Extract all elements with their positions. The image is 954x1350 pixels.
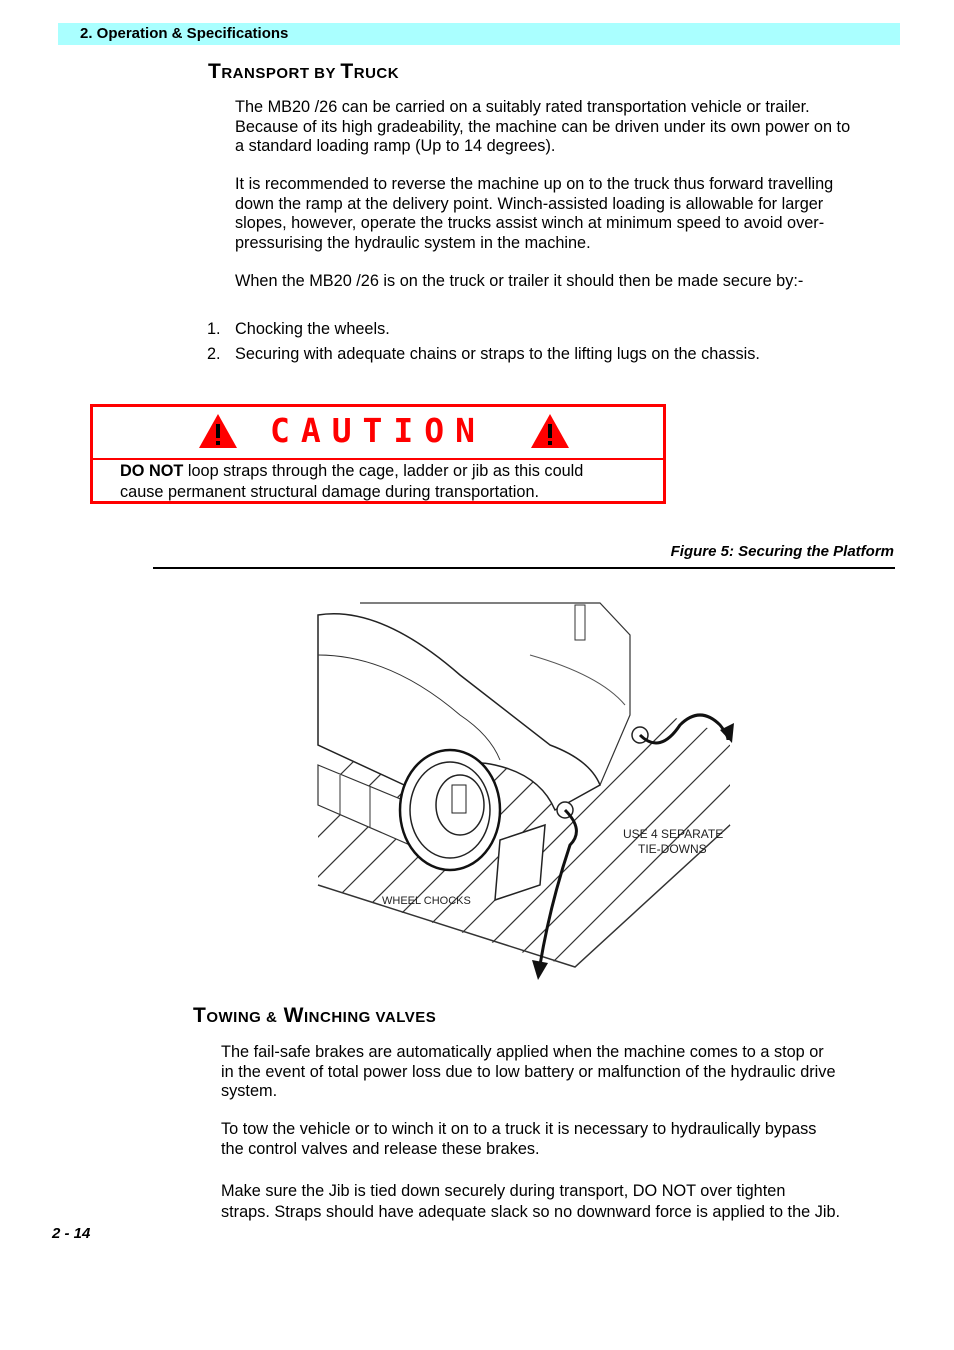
heading-rest: & <box>266 1009 278 1026</box>
tie-down-chain <box>640 715 728 743</box>
heading-cap-letter: T <box>340 60 354 83</box>
caution-box <box>90 404 666 504</box>
section-header-title: 2. Operation & Specifications <box>80 25 289 42</box>
text-line: cause permanent structural damage during transportation. <box>120 483 540 501</box>
text-line: straps. Straps should have adequate slack so no downward force is applied to the Jib. <box>221 1203 841 1221</box>
figure-rule <box>153 567 895 569</box>
text-line: To tow the vehicle or to winch it on to a truck it is necessary to hydraulically bypass <box>221 1120 817 1138</box>
figure-label-chocks: WHEEL CHOCKS <box>382 895 471 907</box>
caution-title: CAUTION <box>269 411 487 450</box>
transport-paragraph-3 <box>235 272 803 292</box>
list-number: 1. <box>207 320 221 338</box>
caution-divider <box>93 458 663 460</box>
text-line: It is recommended to reverse the machine up on to the truck thus forward travelling <box>235 175 834 193</box>
caution-text <box>120 461 660 503</box>
figure-caption: Figure 5: Securing the Platform <box>670 543 894 560</box>
list-text: Securing with adequate chains or straps to the lifting lugs on the chassis. <box>235 345 760 363</box>
caution-emphasis: DO NOT <box>120 462 184 480</box>
list-item <box>207 345 760 365</box>
text-line: The fail-safe brakes are automatically applied when the machine comes to a stop or <box>221 1043 824 1061</box>
heading-cap-letter: T <box>208 60 222 83</box>
section-header-bar <box>58 23 900 45</box>
towing-paragraph-2 <box>221 1120 816 1159</box>
wheel-chock <box>495 825 545 900</box>
heading-rest: RUCK <box>353 65 400 82</box>
text-line: Make sure the Jib is tied down securely during transport, DO NOT over tighten <box>221 1182 786 1200</box>
warning-triangle-icon <box>530 413 570 449</box>
transport-paragraph-1 <box>235 98 850 157</box>
figure-label-tiedowns: TIE-DOWNS <box>638 842 707 856</box>
text-line: down the ramp at the delivery point. Winch-assisted loading is allowable for larger <box>235 194 824 213</box>
securing-list <box>207 320 760 365</box>
list-number: 2. <box>207 345 221 363</box>
tie-down-chain <box>540 810 576 965</box>
caution-text-rest: loop straps through the cage, ladder or jib as this could <box>183 462 584 480</box>
towing-paragraph-1 <box>221 1043 836 1102</box>
text-line: the control valves and release these brakes. <box>221 1139 540 1158</box>
list-text: Chocking the wheels. <box>235 320 390 338</box>
figure-label-tiedowns: USE 4 SEPARATE <box>623 827 724 841</box>
heading-cap-letter: T <box>193 1004 207 1027</box>
list-item <box>207 320 760 345</box>
transport-heading <box>208 60 399 84</box>
securing-platform-illustration <box>300 595 740 995</box>
towing-heading <box>193 1004 436 1028</box>
heading-rest: RANSPORT BY <box>221 65 341 82</box>
text-line: Because of its high gradeability, the machine can be driven under its own power on to <box>235 117 851 136</box>
text-line: system. <box>221 1082 278 1100</box>
heading-rest: OWING <box>206 1009 266 1026</box>
heading-cap-letter: W <box>277 1004 304 1027</box>
text-line: The MB20 /26 can be carried on a suitably rated transportation vehicle or trailer. <box>235 98 810 116</box>
page-number: 2 - 14 <box>52 1225 91 1242</box>
text-line: in the event of total power loss due to low battery or malfunction of the hydraulic drive <box>221 1062 836 1081</box>
text-line: When the MB20 /26 is on the truck or trailer it should then be made secure by:- <box>235 272 804 290</box>
towing-paragraph-3 <box>221 1181 840 1223</box>
heading-rest: INCHING VALVES <box>304 1009 437 1026</box>
text-line: slopes, however, operate the trucks assist winch at minimum speed to avoid over- <box>235 214 825 232</box>
text-line <box>120 461 660 482</box>
transport-paragraph-2 <box>235 175 833 253</box>
text-line: a standard loading ramp (Up to 14 degrees). <box>235 137 556 155</box>
text-line: pressurising the hydraulic system in the machine. <box>235 233 591 252</box>
